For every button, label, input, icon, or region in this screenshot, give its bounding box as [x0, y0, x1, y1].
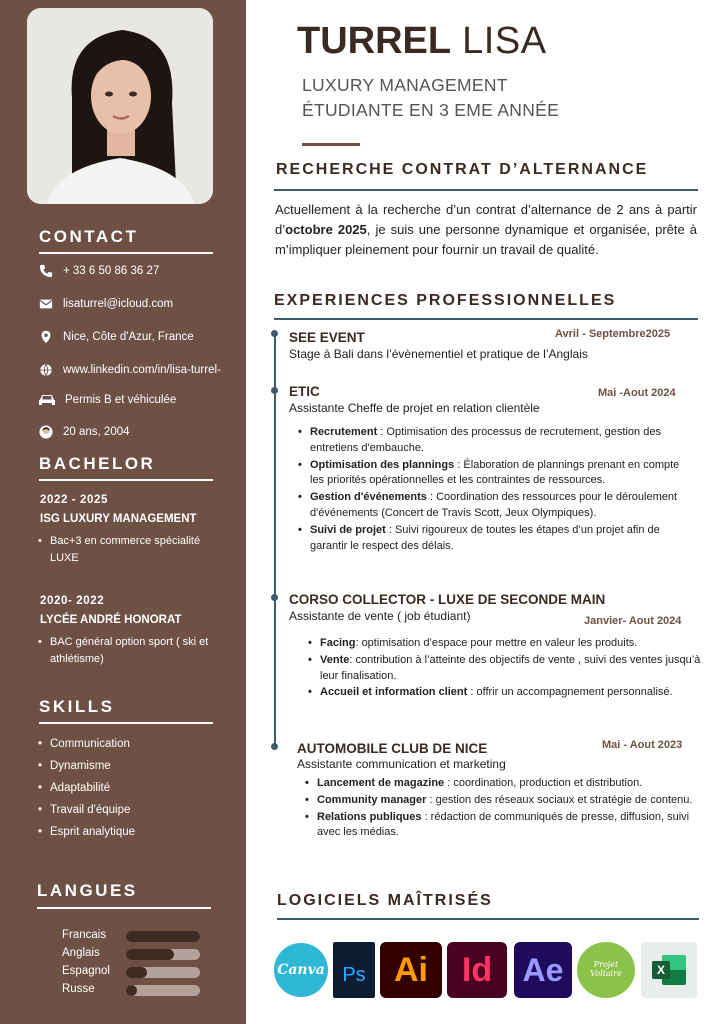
language-name: Francais: [62, 929, 107, 941]
envelope-icon: [38, 296, 54, 312]
job-date: Mai -Aout 2024: [598, 387, 676, 399]
list-item: • Optimisation des plannings : Élaboration de plannings prenant en compte les priorités opérationnelles et les contraintes de ressources.: [296, 458, 688, 490]
photoshop-icon: Ps: [333, 942, 375, 998]
timeline-dot: [271, 594, 278, 601]
list-item: • Accueil et information client : offrir un accompagnement personnalisé.: [306, 685, 702, 701]
job-bullets: [303, 776, 693, 842]
edu-years: 2022 - 2025: [40, 494, 108, 506]
skills-divider: [39, 722, 213, 724]
excel-icon: X: [641, 942, 697, 998]
skill-item: • Esprit analytique: [38, 821, 135, 843]
portrait-image: [27, 8, 213, 204]
subtitle-line: LUXURY MANAGEMENT: [302, 75, 508, 95]
list-item: • Community manager : gestion des réseaux sociaux et stratégie de contenu.: [303, 793, 693, 809]
globe-icon: [38, 362, 54, 378]
intro-date: octobre 2025: [285, 222, 367, 237]
license-text: Permis B et véhiculée: [65, 394, 177, 406]
job-title: ETIC: [289, 384, 320, 399]
language-level-bar: [126, 931, 200, 942]
edu-years: 2020- 2022: [40, 595, 105, 607]
profile-photo: [27, 8, 213, 204]
edu-detail: [38, 533, 230, 566]
job-bullets: [306, 636, 702, 702]
languages-divider: [37, 907, 211, 909]
avatar-icon: [38, 424, 54, 440]
skill-item: • Dynamisme: [38, 755, 135, 777]
timeline-dot: [271, 387, 278, 394]
timeline: [274, 332, 276, 748]
phone-number: + 33 6 50 86 36 27: [63, 265, 160, 277]
software-divider: [277, 918, 699, 920]
skill-item: • Adaptabilité: [38, 777, 135, 799]
software-logos: [274, 942, 698, 1000]
job-title: SEE EVENT: [289, 330, 365, 345]
search-heading: RECHERCHE CONTRAT D’ALTERNANCE: [276, 161, 649, 178]
job-role: Assistante Cheffe de projet en relation clientèle: [289, 401, 540, 415]
skills-list: [38, 733, 135, 843]
email-address: lisaturrel@icloud.com: [63, 298, 174, 310]
intro-text: , je suis une personne dynamique et organisée, prête à m’impliquer pleinement pour fournir un travail de qualité.: [275, 222, 698, 257]
linkedin-url: www.linkedin.com/in/lisa-turrel-: [63, 364, 221, 376]
job-bullets: [296, 425, 688, 555]
language-level-bar: [126, 949, 200, 960]
sidebar: [0, 0, 246, 1024]
voltaire-icon: Projet Voltaire: [577, 942, 635, 998]
list-item: • Bac+3 en commerce spécialité LUXE: [38, 533, 230, 566]
location-text: Nice, Côte d'Azur, France: [63, 331, 194, 343]
bachelor-divider: [39, 479, 213, 481]
full-name: [297, 20, 547, 63]
list-item: • Vente: contribution à l’atteinte des objectifs de vente , suivi des ventes jusqu’à leur finalisation.: [306, 653, 702, 685]
illustrator-icon: Ai: [380, 942, 442, 998]
language-name: Anglais: [62, 947, 100, 959]
accent-divider: [302, 143, 360, 146]
language-level-bar: [126, 967, 200, 978]
list-item: • Lancement de magazine : coordination, production et distribution.: [303, 776, 693, 792]
skills-heading: SKILLS: [39, 697, 115, 716]
age-text: 20 ans, 2004: [63, 426, 130, 438]
map-pin-icon: [38, 329, 54, 345]
language-level-bar: [126, 985, 200, 996]
contact-location: [38, 329, 194, 345]
job-title: AUTOMOBILE CLUB DE NICE: [297, 741, 488, 756]
first-name: LISA: [462, 20, 547, 62]
languages-heading: LANGUES: [37, 881, 138, 900]
software-heading: LOGICIELS MAÎTRISÉS: [277, 892, 493, 909]
skill-item: • Travail d'équipe: [38, 799, 135, 821]
list-item: • BAC général option sport ( ski et athlétisme): [38, 634, 230, 667]
edu-school: LYCÉE ANDRÉ HONORAT: [40, 614, 182, 626]
intro-text: Actuellement à la recherche d’un contrat d’alternance de 2 ans à partir d’: [275, 202, 697, 237]
list-item: • Facing: optimisation d’espace pour mettre en valeur les produits.: [306, 636, 702, 652]
language-level-fill: [126, 985, 137, 996]
contact-age: [38, 424, 130, 440]
language-name: Russe: [62, 983, 95, 995]
experience-divider: [274, 318, 698, 320]
list-item: • Gestion d'événements : Coordination des ressources pour le déroulement d'événements (Concert de Travis Scott, Jeux Olympiques).: [296, 490, 688, 522]
edu-detail: [38, 634, 230, 667]
list-item: • Recrutement : Optimisation des processus de recrutement, gestion des entretiens d'embauche.: [296, 425, 688, 457]
contact-linkedin[interactable]: [38, 362, 221, 378]
timeline-dot: [271, 330, 278, 337]
search-paragraph: [275, 200, 697, 260]
last-name: TURREL: [297, 20, 452, 62]
after-effects-icon: Ae: [514, 942, 572, 998]
contact-email[interactable]: [38, 296, 173, 312]
language-level-fill: [126, 949, 174, 960]
phone-icon: [38, 263, 54, 279]
indesign-icon: Id: [447, 942, 507, 998]
language-name: Espagnol: [62, 965, 110, 977]
job-role: Assistante de vente ( job étudiant): [289, 609, 471, 623]
experience-heading: EXPERIENCES PROFESSIONNELLES: [274, 292, 617, 309]
search-divider: [274, 189, 698, 191]
language-level-fill: [126, 931, 200, 942]
job-date: Avril - Septembre2025: [555, 328, 671, 340]
bachelor-heading: BACHELOR: [39, 454, 156, 473]
job-title: CORSO COLLECTOR - LUXE DE SECONDE MAIN: [289, 592, 606, 607]
subtitle-line: ÉTUDIANTE EN 3 EME ANNÉE: [302, 100, 560, 120]
list-item: • Suivi de projet : Suivi rigoureux de toutes les étapes d’un projet afin de garantir le respect des délais.: [296, 523, 688, 555]
job-date: Mai - Aout 2023: [602, 739, 683, 751]
contact-phone[interactable]: [38, 263, 159, 279]
canva-icon: Canva: [274, 943, 328, 997]
job-date: Janvier- Aout 2024: [584, 615, 682, 627]
job-role: Stage à Bali dans l’évènementiel et pratique de l’Anglais: [289, 347, 588, 361]
contact-divider: [39, 252, 213, 254]
language-level-fill: [126, 967, 147, 978]
car-icon: [38, 392, 56, 408]
job-role: Assistante communication et marketing: [297, 757, 506, 771]
timeline-dot: [271, 743, 278, 750]
list-item: • Relations publiques : rédaction de communiqués de presse, diffusion, suivi avec les médias.: [303, 810, 693, 842]
edu-school: ISG LUXURY MANAGEMENT: [40, 513, 197, 525]
contact-license: [38, 392, 176, 408]
skill-item: • Communication: [38, 733, 135, 755]
contact-heading: CONTACT: [39, 227, 139, 246]
